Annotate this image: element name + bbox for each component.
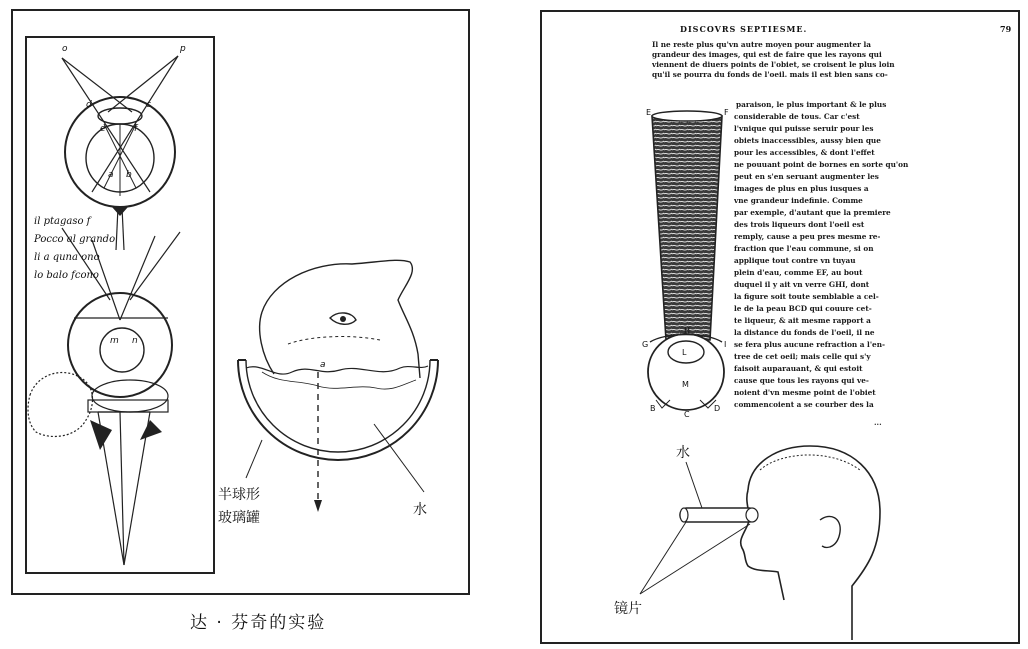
hair bbox=[760, 455, 860, 470]
eye-letter: b bbox=[126, 170, 132, 180]
document-text-line: l'vnique qui puisse seruir pour les bbox=[734, 124, 874, 133]
document-text-line: cause que tous les rayons qui ve- bbox=[734, 376, 869, 385]
document-text-line: paraison, le plus important & le plus bbox=[736, 100, 887, 109]
document-text-line: qu'il se pourra du fonds de l'oeil. mais il est bien sans co- bbox=[652, 70, 888, 79]
eye-letter: m bbox=[110, 336, 119, 346]
water-label-right: 水 bbox=[676, 445, 690, 461]
figure-letter: C bbox=[684, 410, 690, 419]
document-text-line: remply, cause a peu pres mesme re- bbox=[734, 232, 881, 241]
eye-letter: n bbox=[132, 336, 138, 346]
document-text-line: faisoit auparauant, & qui estoit bbox=[734, 364, 863, 373]
figure-letter: H bbox=[684, 326, 691, 335]
profile-head bbox=[748, 446, 880, 640]
document-text-line: par exemple, d'autant que la premiere bbox=[734, 208, 891, 217]
handwritten-note: il ptagaso f bbox=[34, 216, 91, 227]
document-text-line: la figure soit toute semblable a cel- bbox=[734, 292, 879, 301]
ear bbox=[820, 516, 840, 547]
handwritten-note: li a quna ono bbox=[34, 252, 100, 263]
document-text-line: des trois liqueurs dont l'oeil est bbox=[734, 220, 865, 229]
document-text-line: ne pouuant point de bornes en sorte qu'on bbox=[734, 160, 909, 169]
handwritten-note: Pocco al grando bbox=[34, 234, 116, 245]
document-text-line: viennent de diuers points de l'obiet, se croisent le plus loin bbox=[652, 60, 895, 69]
eye-letter: p bbox=[180, 44, 186, 54]
document-text-line: se fera plus aucune refraction a l'en- bbox=[734, 340, 886, 349]
water-tube-small bbox=[680, 508, 756, 522]
page-number: 79 bbox=[1000, 24, 1012, 34]
figure-letter: G bbox=[642, 340, 649, 349]
pointer-water-right bbox=[686, 462, 702, 508]
figure-letter: E bbox=[646, 108, 652, 117]
document-text-line: ... bbox=[874, 418, 882, 427]
document-text-line: duquel il y ait vn verre GHI, dont bbox=[734, 280, 870, 289]
figure-letter: B bbox=[650, 404, 656, 413]
eye-letter: f bbox=[134, 124, 138, 134]
document-text-line: te liqueur, & ait mesme rapport a bbox=[734, 316, 871, 325]
eye-letter: e bbox=[100, 124, 106, 134]
water-tube bbox=[652, 116, 722, 340]
document-text-line: obiets inaccessibles, aussy bien que bbox=[734, 136, 881, 145]
document-text-line: noient d'vn mesme point de l'obiet bbox=[734, 388, 876, 397]
document-text-line: applique tout contre vn tuyau bbox=[734, 256, 856, 265]
document-text-line: pour les accessibles, & dont l'effet bbox=[734, 148, 875, 157]
document-text-line: images de plus en plus iusques a bbox=[734, 184, 869, 193]
handwritten-note: lo balo fcono bbox=[34, 270, 99, 281]
lens-label: 镜片 bbox=[614, 601, 642, 617]
hemisphere-jar-label-line1: 半球形 bbox=[218, 487, 260, 503]
figure-letter: I bbox=[724, 340, 727, 349]
document-text-line: grandeur des images, qui est de faire que les rayons qui bbox=[652, 50, 882, 59]
eye-letter: a bbox=[108, 170, 114, 180]
hemisphere-jar-label-line2: 玻璃罐 bbox=[218, 510, 260, 526]
jar-letter: a bbox=[320, 360, 326, 370]
pointer-lens-2 bbox=[640, 524, 750, 594]
eye-letter: d bbox=[86, 100, 92, 110]
document-text-line: Il ne reste plus qu'vn autre moyen pour augmenter la bbox=[652, 40, 872, 49]
figure-letter: F bbox=[724, 108, 729, 117]
document-text-line: considerable de tous. Car c'est bbox=[734, 112, 860, 121]
document-text-line: le de la peau BCD qui couure cet- bbox=[734, 304, 872, 313]
figure-letter: L bbox=[682, 348, 687, 357]
document-header: DISCOVRS SEPTIESME. bbox=[680, 24, 808, 34]
document-text-line: vne grandeur indefinie. Comme bbox=[734, 196, 863, 205]
left-figure-caption: 达 · 芬奇的实验 bbox=[190, 613, 327, 633]
pointer-lens-1 bbox=[640, 522, 686, 594]
document-text-line: commencoient a se courber des la bbox=[734, 400, 874, 409]
eye-letter: c bbox=[146, 100, 151, 110]
document-text-line: fraction que l'eau commune, si on bbox=[734, 244, 874, 253]
figure-letter: D bbox=[714, 404, 721, 413]
document-text-line: peut en s'en seruant augmenter les bbox=[734, 172, 879, 181]
document-text-line: la distance du fonds de l'oeil, il ne bbox=[734, 328, 875, 337]
figure-letter: M bbox=[682, 380, 689, 389]
water-label-left: 水 bbox=[413, 502, 427, 518]
document-text-line: plein d'eau, comme EF, au bout bbox=[734, 268, 863, 277]
document-text-line: tree de cet oeil; mais celle qui s'y bbox=[734, 352, 871, 361]
eye-letter: o bbox=[62, 44, 68, 54]
